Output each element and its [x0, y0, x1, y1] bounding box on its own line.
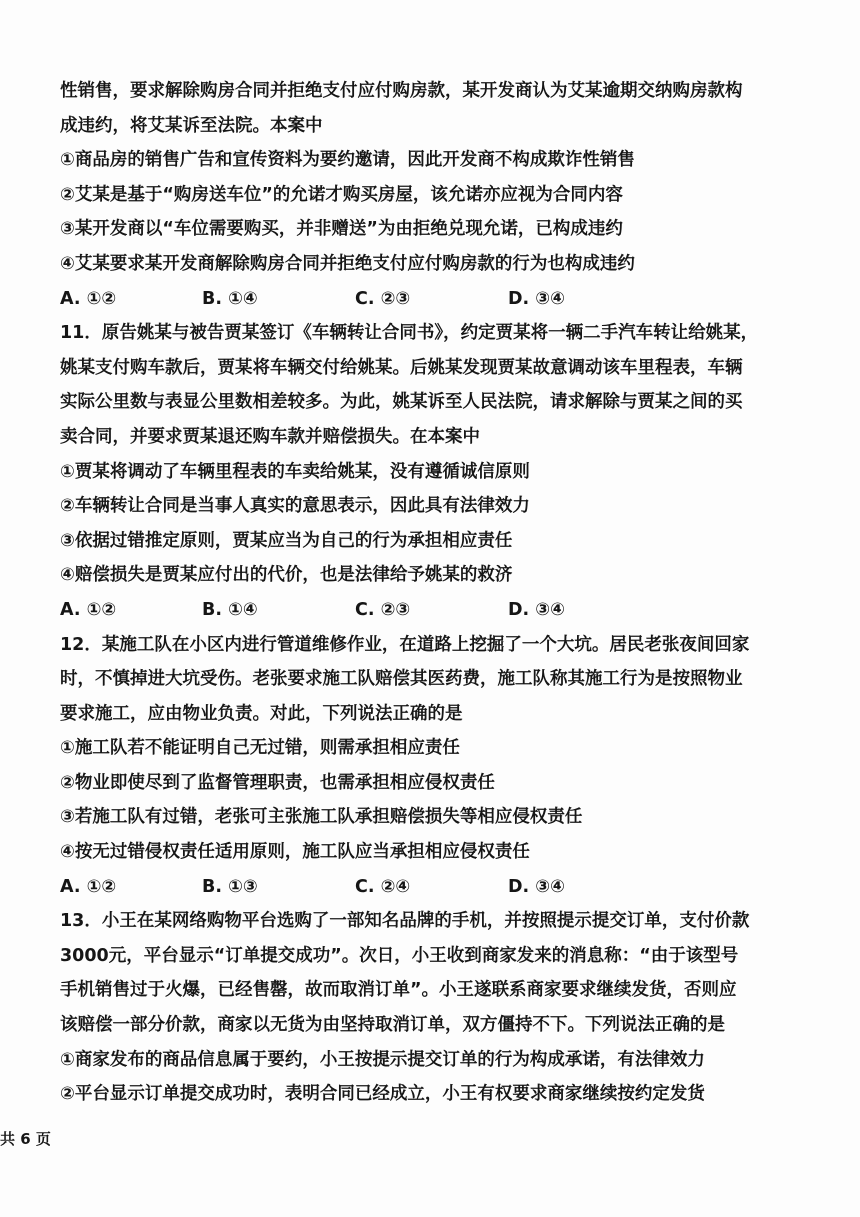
answer-choices	[60, 282, 820, 317]
statement-3: ③依据过错推定原则，贾某应当为自己的行为承担相应责任	[60, 530, 513, 551]
statement-1: ①商品房的销售广告和宣传资料为要约邀请，因此开发商不构成欺诈性销售	[60, 150, 635, 171]
page-footer: 共 6 页	[0, 1130, 51, 1148]
choice-b: B. ①④	[202, 599, 258, 620]
question-text: 3000元，平台显示“订单提交成功”。次日，小王收到商家发来的消息称：“由于该型号	[60, 945, 739, 966]
answer-choices	[60, 870, 820, 905]
question-text: 13．小王在某网络购物平台选购了一部知名品牌的手机，并按照提示提交订单，支付价款	[60, 911, 750, 932]
statement-3: ③某开发商以“车位需要购买，并非赠送”为由拒绝兑现允诺，已构成违约	[60, 219, 623, 240]
question-text: 性销售，要求解除购房合同并拒绝支付应付购房款，某开发商认为艾某逾期交纳购房款构	[60, 81, 743, 101]
statement-1: ①施工队若不能证明自己无过错，则需承担相应责任	[60, 738, 460, 759]
question-text: 11．原告姚某与被告贾某签订《车辆转让合同书》，约定贾某将一辆二手汽车转让给姚某，	[60, 323, 759, 344]
statement-4: ④艾某要求某开发商解除购房合同并拒绝支付应付购房款的行为也构成违约	[60, 253, 635, 274]
choice-a: A. ①②	[60, 876, 117, 897]
statement-2: ②车辆转让合同是当事人真实的意思表示，因此具有法律效力	[60, 496, 530, 517]
choice-d: D. ③④	[508, 876, 565, 897]
question-text: 手机销售过于火爆，已经售罄，故而取消订单”。小王遂联系商家要求继续发货，否则应	[60, 980, 737, 1001]
question-12	[60, 628, 820, 905]
question-text: 时，不慎掉进大坑受伤。老张要求施工队赔偿其医药费，施工队称其施工行为是按照物业	[60, 669, 743, 690]
choice-a: A. ①②	[60, 599, 117, 620]
question-text: 要求施工，应由物业负责。对此，下列说法正确的是	[60, 703, 463, 724]
choice-c: C. ②③	[355, 599, 411, 620]
page-content	[60, 74, 820, 1112]
question-text: 卖合同，并要求贾某退还购车款并赔偿损失。在本案中	[60, 426, 480, 447]
question-text: 该赔偿一部分价款，商家以无货为由坚持取消订单，双方僵持不下。下列说法正确的是	[60, 1015, 725, 1036]
choice-b: B. ①④	[202, 288, 258, 309]
answer-choices	[60, 593, 820, 628]
statement-4: ④按无过错侵权责任适用原则，施工队应当承担相应侵权责任	[60, 842, 530, 863]
question-text: 姚某支付购车款后，贾某将车辆交付给姚某。后姚某发现贾某故意调动该车里程表，车辆	[60, 357, 743, 378]
choice-c: C. ②③	[355, 288, 411, 309]
statement-4: ④赔偿损失是贾某应付出的代价，也是法律给予姚某的救济	[60, 565, 513, 586]
choice-d: D. ③④	[508, 599, 565, 620]
statement-2: ②平台显示订单提交成功时，表明合同已经成立，小王有权要求商家继续按约定发货	[60, 1084, 705, 1105]
choice-d: D. ③④	[508, 288, 565, 309]
statement-2: ②物业即使尽到了监督管理职责，也需承担相应侵权责任	[60, 772, 495, 793]
question-text: 12．某施工队在小区内进行管道维修作业，在道路上挖掘了一个大坑。居民老张夜间回家	[60, 634, 750, 655]
statement-1: ①贾某将调动了车辆里程表的车卖给姚某，没有遵循诚信原则	[60, 461, 530, 482]
question-13	[60, 904, 820, 1112]
question-11	[60, 316, 820, 627]
question-text: 实际公里数与表显公里数相差较多。为此，姚某诉至人民法院，请求解除与贾某之间的买	[60, 392, 743, 413]
question-text: 成违约，将艾某诉至法院。本案中	[60, 115, 323, 136]
choice-a: A. ①②	[60, 288, 117, 309]
q10-continuation	[60, 74, 820, 316]
choice-c: C. ②④	[355, 876, 411, 897]
statement-3: ③若施工队有过错，老张可主张施工队承担赔偿损失等相应侵权责任	[60, 807, 583, 828]
statement-2: ②艾某是基于“购房送车位”的允诺才购买房屋，该允诺亦应视为合同内容	[60, 184, 623, 205]
statement-1: ①商家发布的商品信息属于要约，小王按提示提交订单的行为构成承诺，有法律效力	[60, 1049, 705, 1070]
choice-b: B. ①③	[202, 876, 258, 897]
